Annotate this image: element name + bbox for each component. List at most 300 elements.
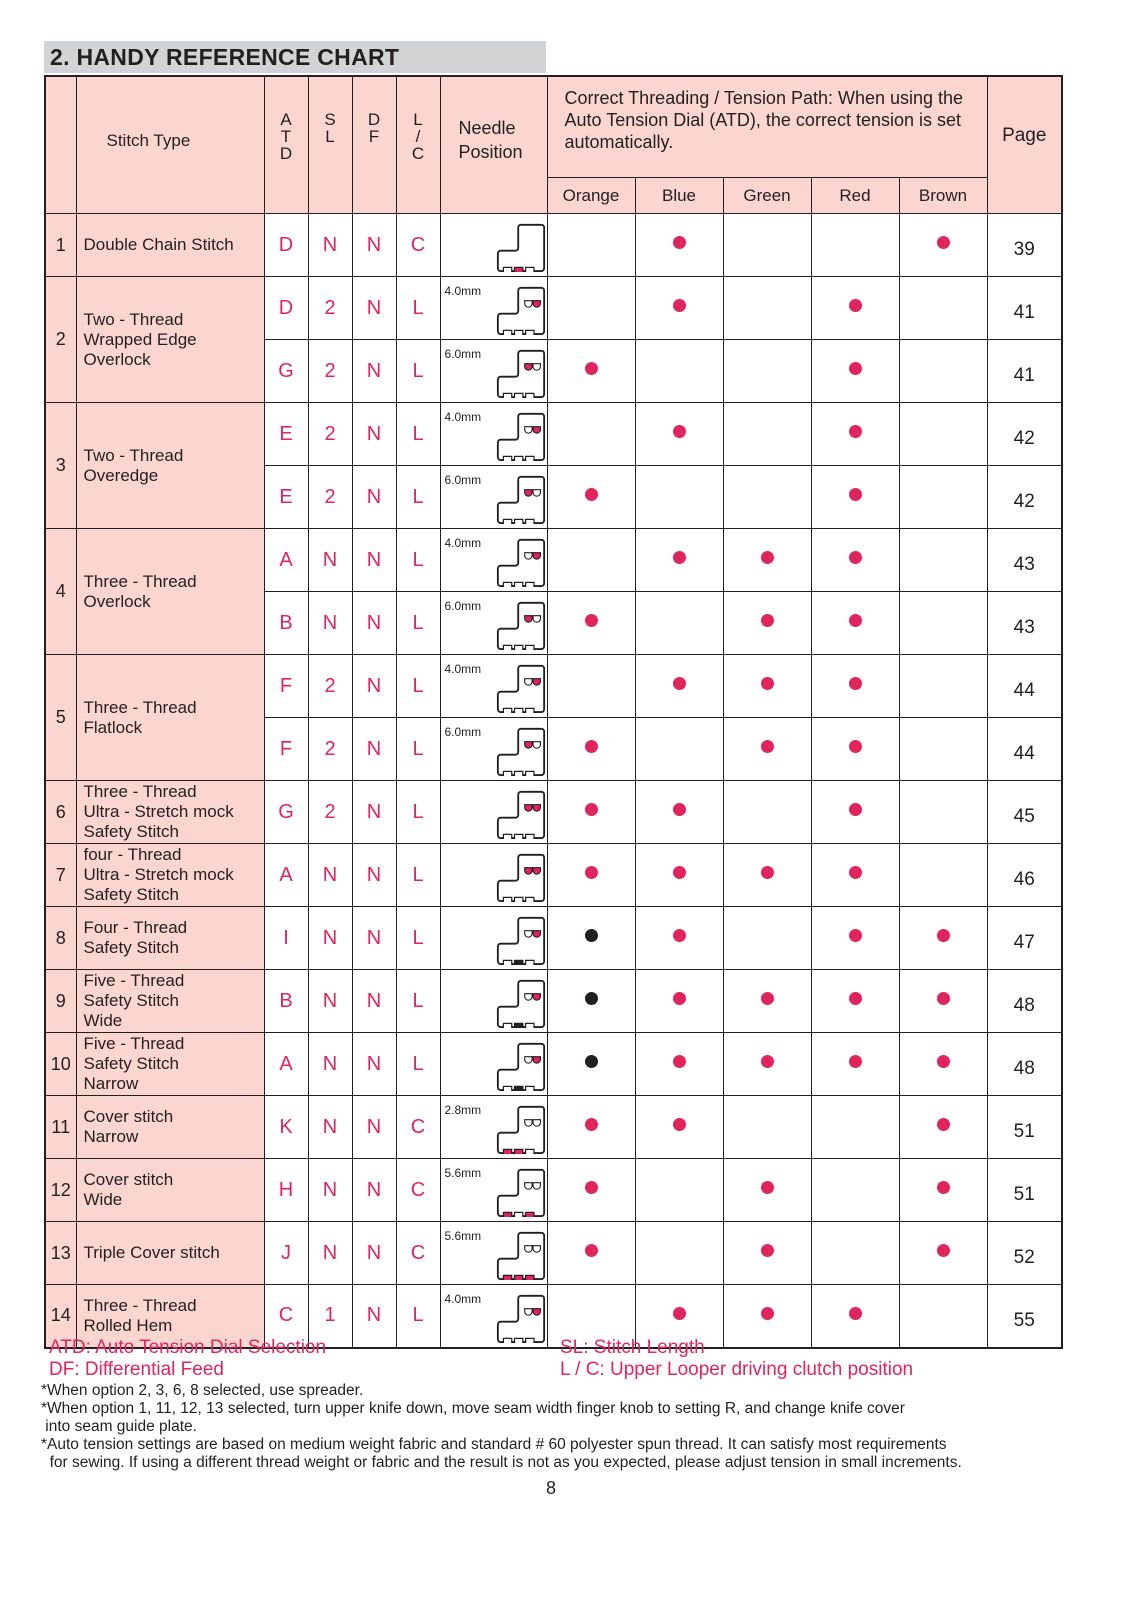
note-knife-cont: into seam guide plate.: [41, 1418, 197, 1435]
page-ref: 42: [987, 466, 1062, 529]
thread-blue-cell: [635, 907, 723, 970]
thread-dot: [585, 1181, 598, 1194]
thread-orange-cell: [547, 214, 635, 277]
thread-green-cell: [723, 781, 811, 844]
thread-orange-cell: [547, 1033, 635, 1096]
thread-dot: [849, 740, 862, 753]
thread-orange-cell: [547, 340, 635, 403]
sl-value: 2: [308, 655, 352, 718]
atd-value: J: [264, 1222, 308, 1285]
atd-value: C: [264, 1285, 308, 1348]
legend-lc: L / C: Upper Looper driving clutch position: [560, 1359, 914, 1380]
note-spreader: *When option 2, 3, 6, 8 selected, use spreader.: [41, 1382, 364, 1399]
thread-dot: [761, 677, 774, 690]
stitch-type: [76, 277, 264, 403]
thread-red-cell: [811, 844, 899, 907]
needle-position: [440, 1285, 547, 1348]
df-value: N: [352, 781, 396, 844]
thread-orange-cell: [547, 844, 635, 907]
df-value: N: [352, 466, 396, 529]
page-ref: 46: [987, 844, 1062, 907]
thread-dot: [673, 236, 686, 249]
needle-position: [440, 907, 547, 970]
thread-green-cell: [723, 655, 811, 718]
sl-value: N: [308, 1159, 352, 1222]
stitch-type-label: Three - Thread Flatlock: [83, 697, 197, 737]
thread-dot: [849, 803, 862, 816]
thread-dot: [937, 1181, 950, 1194]
thread-orange-cell: [547, 718, 635, 781]
thread-blue-cell: [635, 781, 723, 844]
stitch-type: [76, 970, 264, 1033]
thread-brown-cell: [899, 214, 987, 277]
sl-value: 2: [308, 277, 352, 340]
atd-value: F: [264, 718, 308, 781]
needle-position: [440, 844, 547, 907]
stitch-type-label: four - Thread Ultra - Stretch mock Safety Stitch: [83, 845, 234, 904]
atd-value: D: [264, 214, 308, 277]
stitch-type: [76, 655, 264, 781]
thread-orange-cell: [547, 466, 635, 529]
sl-value: N: [308, 529, 352, 592]
stitch-type: [76, 781, 264, 844]
thread-dot: [761, 740, 774, 753]
thread-orange-cell: [547, 1222, 635, 1285]
atd-value: K: [264, 1096, 308, 1159]
page-ref: 44: [987, 655, 1062, 718]
thread-orange-cell: [547, 907, 635, 970]
header-number: [45, 76, 76, 214]
sl-value: N: [308, 907, 352, 970]
needle-position: [440, 655, 547, 718]
header-atd: A T D: [264, 76, 308, 214]
table-row: [45, 1159, 1062, 1222]
thread-blue-cell: [635, 1033, 723, 1096]
df-value: N: [352, 529, 396, 592]
sl-value: N: [308, 1096, 352, 1159]
page-title: 2. HANDY REFERENCE CHART: [44, 41, 546, 73]
sl-value: 1: [308, 1285, 352, 1348]
thread-brown-cell: [899, 1159, 987, 1222]
thread-dot: [761, 1055, 774, 1068]
thread-green-cell: [723, 340, 811, 403]
table-row: [45, 529, 1062, 592]
thread-green-cell: [723, 1159, 811, 1222]
thread-red-cell: [811, 1033, 899, 1096]
df-value: N: [352, 907, 396, 970]
df-value: N: [352, 340, 396, 403]
thread-dot: [849, 362, 862, 375]
stitch-number: 12: [45, 1159, 76, 1222]
needle-position: [440, 214, 547, 277]
df-value: N: [352, 1222, 396, 1285]
thread-dot: [761, 614, 774, 627]
sl-value: N: [308, 592, 352, 655]
thread-dot: [585, 992, 598, 1005]
thread-dot: [585, 488, 598, 501]
thread-red-cell: [811, 529, 899, 592]
table-row: [45, 1222, 1062, 1285]
needle-width: 6.0mm: [444, 473, 482, 487]
atd-value: B: [264, 592, 308, 655]
thread-brown-cell: [899, 277, 987, 340]
thread-dot: [585, 1244, 598, 1257]
lc-value: C: [396, 1222, 440, 1285]
df-value: N: [352, 718, 396, 781]
sl-value: N: [308, 1222, 352, 1285]
thread-dot: [673, 992, 686, 1005]
needle-position: [440, 466, 547, 529]
thread-brown-cell: [899, 592, 987, 655]
note-auto-tension: *Auto tension settings are based on medium weight fabric and standard # 60 polyester spun thread. It can satisfy most requirements: [41, 1436, 947, 1453]
thread-brown-cell: [899, 781, 987, 844]
stitch-number: 4: [45, 529, 76, 655]
stitch-type-label: Cover stitch Narrow: [83, 1107, 174, 1146]
needle-width: 6.0mm: [444, 347, 482, 361]
thread-green-cell: [723, 592, 811, 655]
thread-dot: [761, 551, 774, 564]
lc-value: L: [396, 718, 440, 781]
thread-blue-cell: [635, 655, 723, 718]
df-value: N: [352, 214, 396, 277]
thread-red-cell: [811, 277, 899, 340]
thread-dot: [585, 803, 598, 816]
thread-dot: [673, 1307, 686, 1320]
sl-value: N: [308, 844, 352, 907]
page-ref: 43: [987, 592, 1062, 655]
needle-width: 2.8mm: [444, 1103, 482, 1117]
header-lc: L / C: [396, 76, 440, 214]
needle-width: 5.6mm: [444, 1166, 482, 1180]
header-df: D F: [352, 76, 396, 214]
stitch-type-label: Four - Thread Safety Stitch: [83, 918, 188, 957]
needle-position: [440, 970, 547, 1033]
thread-dot: [849, 614, 862, 627]
table-row: [45, 781, 1062, 844]
needle-position: [440, 1222, 547, 1285]
needle-width: 5.6mm: [444, 1229, 482, 1243]
stitch-type-label: Five - Thread Safety Stitch Narrow: [83, 1034, 185, 1093]
table-row: [45, 1033, 1062, 1096]
page-ref: 51: [987, 1096, 1062, 1159]
stitch-number: 11: [45, 1096, 76, 1159]
df-value: N: [352, 592, 396, 655]
needle-position: [440, 781, 547, 844]
stitch-type: [76, 1033, 264, 1096]
atd-value: G: [264, 340, 308, 403]
page-ref: 44: [987, 718, 1062, 781]
thread-red-cell: [811, 1222, 899, 1285]
thread-dot: [673, 1118, 686, 1131]
thread-green-cell: [723, 1096, 811, 1159]
thread-dot: [585, 740, 598, 753]
thread-dot: [673, 551, 686, 564]
stitch-type: [76, 1159, 264, 1222]
thread-red-cell: [811, 718, 899, 781]
atd-value: H: [264, 1159, 308, 1222]
sl-value: 2: [308, 466, 352, 529]
header-threading-path: Correct Threading / Tension Path: When using the Auto Tension Dial (ATD), the correct tension is set automatically.: [547, 76, 987, 178]
page-ref: 42: [987, 403, 1062, 466]
page-number: 8: [546, 1478, 557, 1498]
thread-blue-cell: [635, 340, 723, 403]
lc-value: C: [396, 1096, 440, 1159]
needle-position: [440, 277, 547, 340]
needle-position: [440, 1096, 547, 1159]
atd-value: B: [264, 970, 308, 1033]
page-ref: 41: [987, 340, 1062, 403]
thread-dot: [849, 488, 862, 501]
lc-value: L: [396, 403, 440, 466]
thread-red-cell: [811, 466, 899, 529]
thread-orange-cell: [547, 781, 635, 844]
thread-dot: [673, 299, 686, 312]
note-auto-tension-cont: for sewing. If using a different thread weight or fabric and the result is not as you expected, please adjust tension in small increments.: [41, 1454, 962, 1471]
thread-brown-cell: [899, 340, 987, 403]
df-value: N: [352, 844, 396, 907]
header-needle-position: Needle Position: [440, 76, 547, 214]
sl-value: 2: [308, 403, 352, 466]
thread-dot: [585, 866, 598, 879]
thread-brown-cell: [899, 718, 987, 781]
lc-value: L: [396, 466, 440, 529]
thread-dot: [673, 803, 686, 816]
needle-width: 4.0mm: [444, 1292, 482, 1306]
thread-dot: [585, 929, 598, 942]
atd-value: G: [264, 781, 308, 844]
thread-brown-cell: [899, 403, 987, 466]
lc-value: L: [396, 340, 440, 403]
needle-width: 4.0mm: [444, 662, 482, 676]
header-stitch-type: Stitch Type: [76, 76, 264, 214]
stitch-type: [76, 844, 264, 907]
needle-position: [440, 1033, 547, 1096]
stitch-type-label: Three - Thread Overlock: [83, 571, 197, 611]
stitch-number: 1: [45, 214, 76, 277]
thread-green-cell: [723, 1033, 811, 1096]
thread-green-cell: [723, 970, 811, 1033]
stitch-type: [76, 403, 264, 529]
thread-brown-cell: [899, 1033, 987, 1096]
thread-brown-cell: [899, 970, 987, 1033]
stitch-type-label: Triple Cover stitch: [83, 1243, 220, 1262]
stitch-type-label: Two - Thread Overedge: [83, 445, 184, 485]
thread-orange-cell: [547, 655, 635, 718]
thread-brown-cell: [899, 1222, 987, 1285]
lc-value: L: [396, 781, 440, 844]
thread-dot: [849, 929, 862, 942]
sl-value: 2: [308, 340, 352, 403]
thread-red-cell: [811, 1285, 899, 1348]
stitch-type-label: Five - Thread Safety Stitch Wide: [83, 971, 185, 1030]
page-ref: 47: [987, 907, 1062, 970]
df-value: N: [352, 1285, 396, 1348]
stitch-type: [76, 907, 264, 970]
thread-dot: [761, 1244, 774, 1257]
table-row: [45, 655, 1062, 718]
sl-value: N: [308, 1033, 352, 1096]
thread-brown-cell: [899, 1096, 987, 1159]
note-knife: *When option 1, 11, 12, 13 selected, turn upper knife down, move seam width finger knob to setting R, and change knife cover: [41, 1400, 905, 1417]
thread-dot: [673, 425, 686, 438]
thread-green-cell: [723, 1222, 811, 1285]
thread-dot: [849, 551, 862, 564]
header-sl: S L: [308, 76, 352, 214]
lc-value: C: [396, 1159, 440, 1222]
page-ref: 48: [987, 970, 1062, 1033]
needle-position: [440, 340, 547, 403]
thread-dot: [937, 929, 950, 942]
table-row: [45, 907, 1062, 970]
stitch-type-label: Three - Thread Rolled Hem: [83, 1295, 197, 1335]
thread-orange-cell: [547, 1159, 635, 1222]
needle-width: 6.0mm: [444, 599, 482, 613]
header-color-red: Red: [811, 178, 899, 214]
header-color-orange: Orange: [547, 178, 635, 214]
thread-red-cell: [811, 1096, 899, 1159]
df-value: N: [352, 655, 396, 718]
stitch-number: 10: [45, 1033, 76, 1096]
thread-dot: [849, 299, 862, 312]
needle-position: [440, 529, 547, 592]
thread-brown-cell: [899, 844, 987, 907]
thread-dot: [585, 614, 598, 627]
atd-value: A: [264, 1033, 308, 1096]
atd-value: A: [264, 529, 308, 592]
thread-blue-cell: [635, 403, 723, 466]
thread-green-cell: [723, 466, 811, 529]
thread-dot: [585, 1118, 598, 1131]
thread-blue-cell: [635, 1096, 723, 1159]
sl-value: 2: [308, 718, 352, 781]
page-ref: 51: [987, 1159, 1062, 1222]
needle-width: 4.0mm: [444, 410, 482, 424]
thread-dot: [849, 866, 862, 879]
lc-value: L: [396, 970, 440, 1033]
thread-dot: [585, 362, 598, 375]
thread-red-cell: [811, 907, 899, 970]
thread-dot: [937, 236, 950, 249]
stitch-type: [76, 1096, 264, 1159]
needle-position: [440, 592, 547, 655]
stitch-number: 9: [45, 970, 76, 1033]
sl-value: 2: [308, 781, 352, 844]
thread-green-cell: [723, 403, 811, 466]
lc-value: L: [396, 844, 440, 907]
lc-value: L: [396, 1285, 440, 1348]
stitch-type: [76, 1222, 264, 1285]
thread-green-cell: [723, 718, 811, 781]
lc-value: L: [396, 592, 440, 655]
header-color-blue: Blue: [635, 178, 723, 214]
needle-width: 4.0mm: [444, 536, 482, 550]
thread-dot: [673, 1055, 686, 1068]
thread-green-cell: [723, 1285, 811, 1348]
stitch-type-label: Two - Thread Wrapped Edge Overlock: [83, 309, 197, 369]
thread-dot: [937, 1244, 950, 1257]
table-row: [45, 844, 1062, 907]
thread-red-cell: [811, 970, 899, 1033]
atd-value: E: [264, 403, 308, 466]
lc-value: C: [396, 214, 440, 277]
stitch-number: 6: [45, 781, 76, 844]
thread-green-cell: [723, 214, 811, 277]
atd-value: F: [264, 655, 308, 718]
thread-brown-cell: [899, 466, 987, 529]
needle-width: 4.0mm: [444, 284, 482, 298]
thread-dot: [937, 1055, 950, 1068]
thread-red-cell: [811, 781, 899, 844]
header-color-brown: Brown: [899, 178, 987, 214]
df-value: N: [352, 403, 396, 466]
thread-brown-cell: [899, 1285, 987, 1348]
thread-dot: [585, 1055, 598, 1068]
df-value: N: [352, 1033, 396, 1096]
thread-orange-cell: [547, 277, 635, 340]
thread-red-cell: [811, 340, 899, 403]
thread-dot: [849, 677, 862, 690]
thread-blue-cell: [635, 844, 723, 907]
thread-blue-cell: [635, 214, 723, 277]
thread-red-cell: [811, 1159, 899, 1222]
stitch-number: 14: [45, 1285, 76, 1348]
thread-orange-cell: [547, 403, 635, 466]
thread-dot: [849, 1055, 862, 1068]
thread-dot: [761, 1307, 774, 1320]
stitch-number: 8: [45, 907, 76, 970]
page-ref: 55: [987, 1285, 1062, 1348]
needle-position: [440, 403, 547, 466]
sl-value: N: [308, 214, 352, 277]
stitch-type-label: Double Chain Stitch: [83, 235, 234, 254]
thread-blue-cell: [635, 1222, 723, 1285]
atd-value: E: [264, 466, 308, 529]
lc-value: L: [396, 907, 440, 970]
thread-green-cell: [723, 844, 811, 907]
atd-value: I: [264, 907, 308, 970]
lc-value: L: [396, 277, 440, 340]
thread-dot: [937, 992, 950, 1005]
header-page: Page: [987, 76, 1062, 214]
df-value: N: [352, 1096, 396, 1159]
thread-dot: [849, 425, 862, 438]
table-row: [45, 970, 1062, 1033]
thread-red-cell: [811, 214, 899, 277]
thread-red-cell: [811, 403, 899, 466]
stitch-number: 7: [45, 844, 76, 907]
df-value: N: [352, 1159, 396, 1222]
lc-value: L: [396, 655, 440, 718]
table-row: [45, 403, 1062, 466]
stitch-number: 2: [45, 277, 76, 403]
stitch-type: [76, 214, 264, 277]
thread-red-cell: [811, 592, 899, 655]
thread-brown-cell: [899, 529, 987, 592]
thread-blue-cell: [635, 970, 723, 1033]
thread-dot: [849, 1307, 862, 1320]
page-ref: 48: [987, 1033, 1062, 1096]
table-row: [45, 1096, 1062, 1159]
reference-chart: [44, 75, 1063, 1349]
thread-red-cell: [811, 655, 899, 718]
legend-df: DF: Differential Feed: [49, 1359, 224, 1380]
thread-blue-cell: [635, 718, 723, 781]
needle-position: [440, 718, 547, 781]
lc-value: L: [396, 1033, 440, 1096]
thread-orange-cell: [547, 592, 635, 655]
page-ref: 45: [987, 781, 1062, 844]
thread-brown-cell: [899, 655, 987, 718]
